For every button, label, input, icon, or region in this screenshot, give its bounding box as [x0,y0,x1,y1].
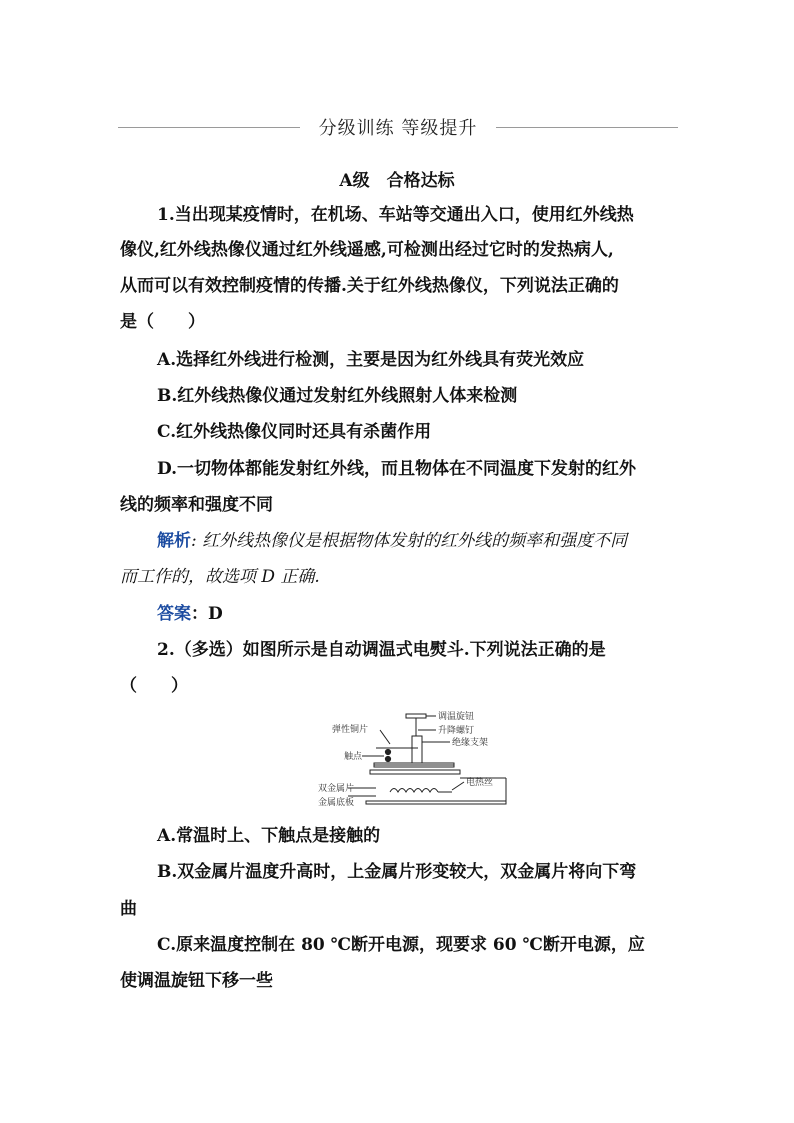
heating-wire-shape [390,789,438,793]
q2-option-a: A.常温时上、下触点是接触的 [157,826,381,846]
banner-text: 分级训练 等级提升 [318,118,478,139]
section-banner [118,114,678,140]
answer-value: ：D [191,604,223,624]
q1-stem-line-4: 是（ ） [120,312,205,332]
upper-contact [385,749,390,754]
q2-stem-line-2: （ ） [120,676,188,696]
label-metal-base: 金属底板 [318,798,355,808]
label-insulating-support: 绝缘支架 [452,738,489,748]
knob-shape [406,714,426,718]
q2-option-c-line-1: C.原来温度控制在 80 ℃断开电源，现要求 60 ℃断开电源，应 [157,935,645,955]
q1-option-a: A.选择红外线进行检测，主要是因为红外线具有荧光效应 [157,350,585,370]
analysis-text: : 红外线热像仪是根据物体发射的红外线的频率和强度不同 [191,531,628,551]
label-contact: 触点 [344,752,363,762]
banner-right-rule [496,127,678,128]
support-plate [370,770,460,774]
q1-option-b: B.红外线热像仪通过发射红外线照射人体来检测 [157,386,518,406]
answer-label: 答案 [157,604,191,624]
label-screw: 升降螺钉 [438,726,475,736]
label-spring-copper: 弹性铜片 [332,725,369,735]
q1-option-d-line-1: D.一切物体都能发射红外线，而且物体在不同温度下发射的红外 [157,459,637,479]
q1-option-d-line-2: 线的频率和强度不同 [120,495,273,515]
analysis-label: 解析 [157,531,191,551]
q1-analysis-line-2: 而工作的，故选项 D 正确. [120,567,320,587]
q1-stem-line-1: 1.当出现某疫情时，在机场、车站等交通出入口，使用红外线热 [157,205,634,225]
lower-contact [385,756,390,761]
q1-option-c: C.红外线热像仪同时还具有杀菌作用 [157,422,432,442]
insulating-support-shape [412,736,422,764]
metal-base-shape [366,801,506,804]
q1-stem-line-3: 从而可以有效控制疫情的传播.关于红外线热像仪，下列说法正确的 [120,276,619,296]
electric-iron-diagram [318,708,518,812]
q2-stem-line-1: 2.（多选）如图所示是自动调温式电熨斗.下列说法正确的是 [157,640,606,660]
label-knob: 调温旋钮 [438,712,475,722]
q1-analysis-line-1 [157,531,713,551]
q2-option-b-line-2: 曲 [120,899,137,919]
q1-stem-line-2: 像仪,红外线热像仪通过红外线遥感,可检测出经过它时的发热病人, [120,240,614,260]
section-title: A级 合格达标 [339,171,455,191]
q2-option-b-line-1: B.双金属片温度升高时，上金属片形变较大，双金属片将向下弯 [157,862,637,882]
label-heating-wire: 电热丝 [466,778,494,788]
label-bimetal: 双金属片 [318,784,355,794]
q2-option-c-line-2: 使调温旋钮下移一些 [120,971,273,991]
q1-answer [157,604,713,624]
